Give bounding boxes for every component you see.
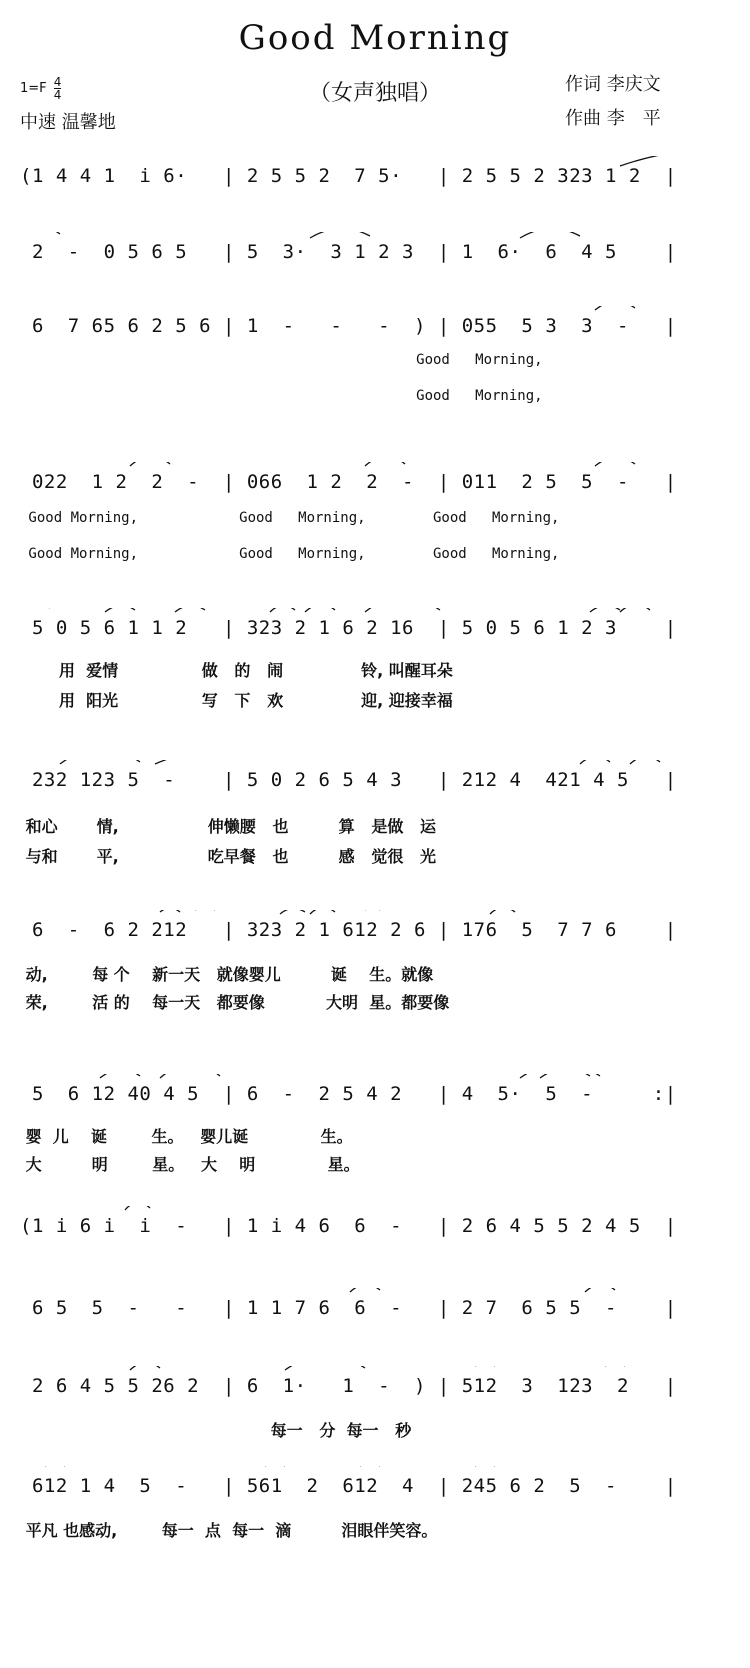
composer-credit: 作曲 李 平: [565, 108, 661, 129]
lyric-line: 动, 每 个 新一天 就像婴儿 诞 生。就像: [20, 965, 434, 984]
notation-line: 2 - 0 5 6 5 | 5 3· 3 1 2 3 | 1 6· 6 4 5 |: [20, 241, 677, 263]
song-title: Good Morning: [238, 18, 512, 58]
notation-line: (1 i 6 i i - | 1 i 4 6 6 - | 2 6 4 5 5 2 4 5 |: [20, 1215, 677, 1237]
song-subtitle: （女声独唱）: [308, 81, 441, 106]
lyric-line: 大 明 星。 大 明 星。: [20, 1155, 360, 1174]
notation-line: 5 0 5 6 1 1 2 | 323 2 1 6 2 16 | 5 0 5 6 1 2 3 |: [20, 617, 677, 639]
notation-line: (1 4 4 1 i 6· | 2 5 5 2 7 5· | 2 5 5 2 323 1 2 |: [20, 165, 677, 187]
time-signature: [54, 76, 62, 101]
lyric-line: 荣, 活 的 每一天 都要像 大明 星。都要像: [20, 993, 450, 1012]
lyric-line: 用 爱情 做 的 闹 铃, 叫醒耳朵: [20, 661, 453, 680]
notation-line: 232 123 5 - | 5 0 2 6 5 4 3 | 212 4 421 4 5 |: [20, 769, 677, 791]
notation-line: 2 6 4 5 5 26 2 | 6 1· 1 - ) | 512 3 123 2 |: [20, 1375, 677, 1397]
lyric-line: 用 阳光 写 下 欢 迎, 迎接幸福: [20, 691, 453, 710]
lyric-line: Good Morning,: [20, 388, 543, 404]
lyric-line: Good Morning, Good Morning, Good Morning,: [20, 510, 560, 526]
notation-line: 612 1 4 5 - | 561 2 612 4 | 245 6 2 5 - |: [20, 1475, 677, 1497]
lyric-line: Good Morning, Good Morning, Good Morning,: [20, 546, 560, 562]
time-top: 4: [53, 75, 62, 89]
notation-line: 6 - 6 2 212 | 323 2 1 612 2 6 | 176 5 7 7 6 |: [20, 919, 677, 941]
key-signature: [20, 76, 61, 101]
notation-line: 6 7 65 6 2 5 6 | 1 - - - ) | 055 5 3 3 - |: [20, 315, 677, 337]
notation-line: 6 5 5 - - | 1 1 7 6 6 - | 2 7 6 5 5 - |: [20, 1297, 677, 1319]
lyric-line: Good Morning,: [20, 352, 543, 368]
lyricist-credit: 作词 李庆文: [565, 74, 661, 95]
key-label: 1=F: [20, 81, 47, 96]
lyric-line: 和心 情, 伸懒腰 也 算 是做 运: [20, 817, 437, 836]
tempo-marking: 中速 温馨地: [20, 112, 116, 133]
time-bottom: 4: [53, 88, 62, 102]
lyric-line: 平凡 也感动, 每一 点 每一 滴 泪眼伴笑容。: [20, 1521, 438, 1540]
lyric-line: 与和 平, 吃早餐 也 感 觉很 光: [20, 847, 437, 866]
lyric-line: 婴 儿 诞 生。 婴儿诞 生。: [20, 1127, 353, 1146]
notation-line: 5 6 12 40 4 5 | 6 - 2 5 4 2 | 4 5· 5 - :|: [20, 1083, 677, 1105]
notation-line: 022 1 2 2 - | 066 1 2 2 - | 011 2 5 5 - |: [20, 471, 677, 493]
lyric-line: 每一 分 每一 秒: [20, 1421, 412, 1440]
